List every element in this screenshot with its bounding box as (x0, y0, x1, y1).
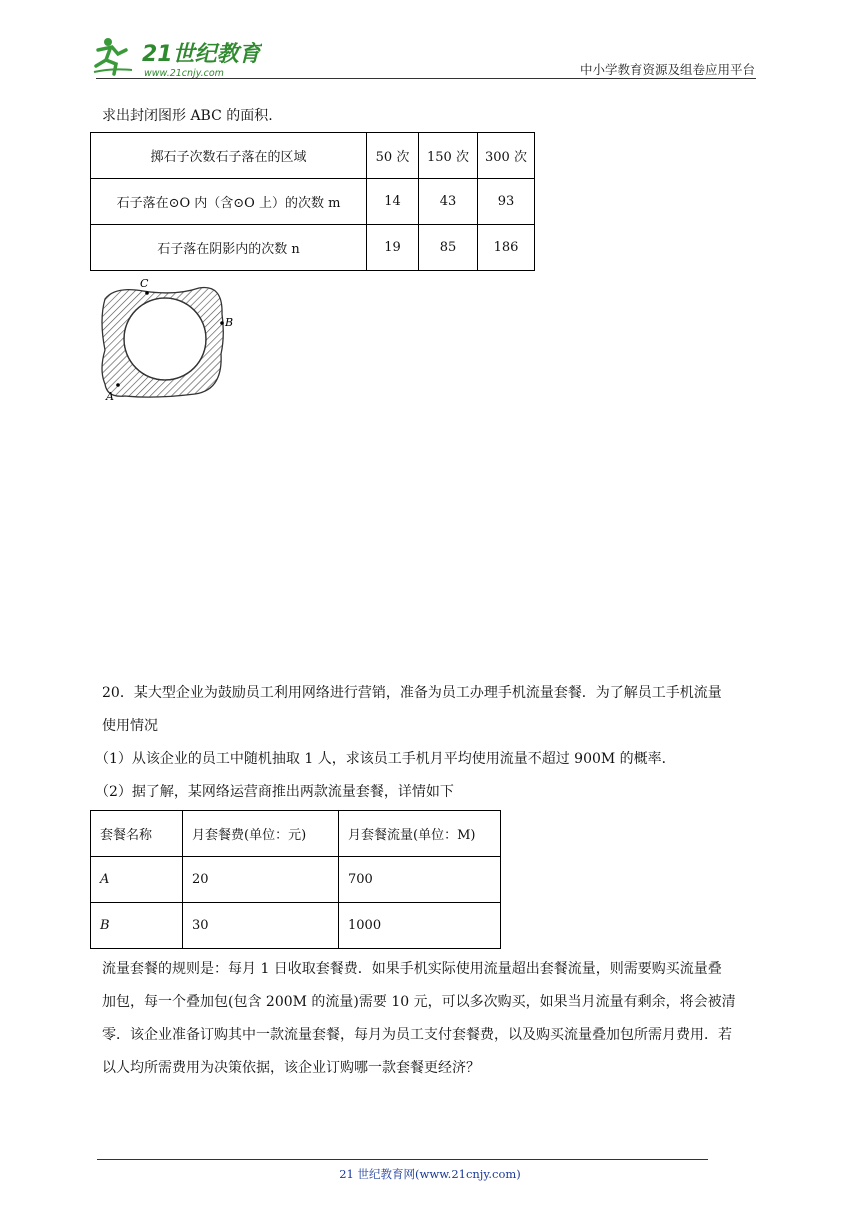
q20-part2: （2）据了解，某网络运营商推出两款流量套餐，详情如下 (95, 784, 454, 800)
table-row (91, 857, 501, 903)
logo-text: 21世纪教育 (142, 42, 261, 67)
table-cell: A (91, 857, 183, 903)
table-cell: 20 (183, 857, 339, 903)
table-header-cell: 套餐名称 (91, 811, 183, 857)
label-c: C (140, 277, 149, 290)
runner-icon (94, 38, 132, 74)
table-cell: 85 (419, 225, 478, 271)
table-row (91, 225, 535, 271)
table-cell: 93 (478, 179, 535, 225)
table-cell: B (91, 903, 183, 949)
label-a: A (106, 390, 114, 402)
table-cell: 1000 (339, 903, 501, 949)
shaded-region (102, 288, 223, 398)
q20-part1: （1）从该企业的员工中随机抽取 1 人，求该员工手机月平均使用流量不超过 900M 的概率． (95, 751, 676, 767)
logo-url: www.21cnjy.com (144, 68, 224, 79)
q19-table (90, 132, 535, 271)
point-c (145, 291, 149, 295)
q20-intro-line2: 使用情况 (102, 718, 158, 734)
table-cell: 30 (183, 903, 339, 949)
q19-prompt: 求出封闭图形 ABC 的面积. (102, 108, 273, 124)
q20-rules-line2: 加包，每一个叠加包(包含 200M 的流量)需要 10 元，可以多次购买，如果当月流量有剩余，将会被清 (102, 994, 736, 1010)
table-row (91, 179, 535, 225)
table-row (91, 811, 501, 857)
circle-o (124, 298, 206, 380)
table-cell: 14 (367, 179, 419, 225)
table-header-cell: 月套餐流量(单位：M) (339, 811, 501, 857)
table-cell: 186 (478, 225, 535, 271)
table-cell: 19 (367, 225, 419, 271)
table-row (91, 133, 535, 179)
point-a (116, 383, 120, 387)
label-b: B (225, 316, 234, 329)
point-b (220, 321, 224, 325)
q20-rules-line1: 流量套餐的规则是：每月 1 日收取套餐费．如果手机实际使用流量超出套餐流量，则需要购买流量叠 (102, 961, 722, 977)
table-row-label: 石子落在⊙O 内（含⊙O 上）的次数 m (91, 179, 367, 225)
table-cell: 43 (419, 179, 478, 225)
table-header-cell: 月套餐费(单位：元) (183, 811, 339, 857)
footer-text: 21 世纪教育网(www.21cnjy.com) (339, 1167, 521, 1181)
table-cell: 700 (339, 857, 501, 903)
site-logo (92, 34, 262, 82)
q20-rules-line3: 零．该企业准备订购其中一款流量套餐，每月为员工支付套餐费，以及购买流量叠加包所需月费用．若 (102, 1027, 732, 1043)
header-platform-text: 中小学教育资源及组卷应用平台 (579, 62, 755, 77)
header-divider (96, 78, 756, 79)
shaded-region-figure (95, 274, 245, 402)
q20-plan-table (90, 810, 501, 949)
table-row-label: 石子落在阴影内的次数 n (91, 225, 367, 271)
table-row (91, 903, 501, 949)
table-header-cell: 50 次 (367, 133, 419, 179)
table-header-cell: 掷石子次数石子落在的区域 (91, 133, 367, 179)
table-header-cell: 150 次 (419, 133, 478, 179)
table-header-cell: 300 次 (478, 133, 535, 179)
footer-divider (97, 1159, 708, 1160)
q20-intro-line1: 20．某大型企业为鼓励员工利用网络进行营销，准备为员工办理手机流量套餐．为了解员工手机流量 (102, 685, 722, 701)
q20-rules-line4: 以人均所需费用为决策依据，该企业订购哪一款套餐更经济？ (102, 1060, 480, 1076)
